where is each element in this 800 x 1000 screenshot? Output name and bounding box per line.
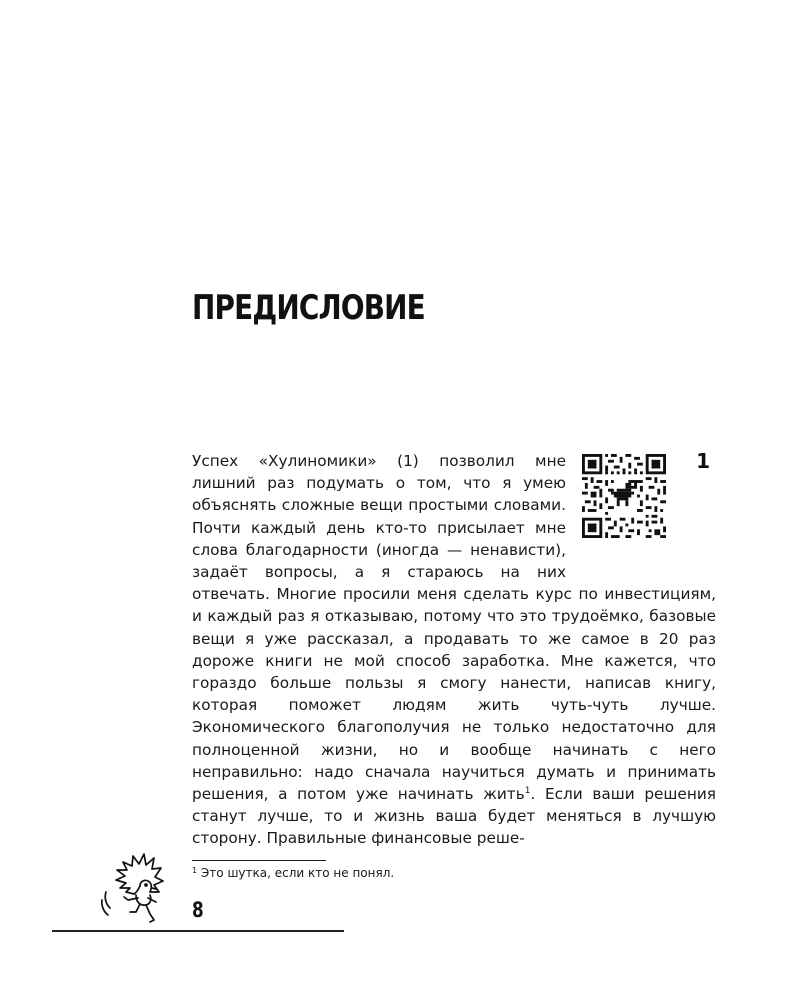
- page-number: 8: [192, 898, 204, 922]
- paragraph-text-continued: . Если ваши решения станут лучше, то и жизнь ваша будет меняться в лучшую сторону. Правильные финансовые реше-: [192, 785, 716, 848]
- footnote: [192, 866, 394, 880]
- body-paragraph: [192, 450, 716, 850]
- qr-block: [574, 450, 716, 564]
- hedgehog-running-icon: [96, 848, 170, 928]
- paragraph-text: Успех «Хулиномики» (1) позволил мне лишний раз подумать о том, что я умею объяснять сложные вещи простыми словами. Почти каждый день кто-то присылает мне слова благодарности (иногда — ненависти), задаёт вопросы, а я стараюсь на них отвечать. Многие просили меня сделать курс по инвестициям, и каждый раз я отказываю, потому что это трудоёмко, базовые вещи я уже рассказал, а продавать то же самое в 20 раз дороже книги не мой способ заработка. Мне кажется, что гораздо больше пользы я смогу нанести, написав книгу, которая поможет людям жить чуть-чуть лучше. Экономического благополучия не только недостаточно для полноценной жизни, но и вообще начинать с него неправильно: надо сначала научиться думать и принимать решения, а потом уже начинать жить: [192, 452, 716, 804]
- footnote-separator: [192, 860, 326, 861]
- footnote-text: Это шутка, если кто не понял.: [200, 866, 395, 880]
- footnote-marker: 1: [192, 866, 198, 875]
- qr-number: 1: [696, 449, 710, 473]
- footnote-ref: 1: [524, 786, 531, 797]
- chapter-title: ПРЕДИСЛОВИЕ: [192, 288, 425, 328]
- bottom-rule: [52, 930, 344, 932]
- qr-code-icon: [582, 454, 666, 538]
